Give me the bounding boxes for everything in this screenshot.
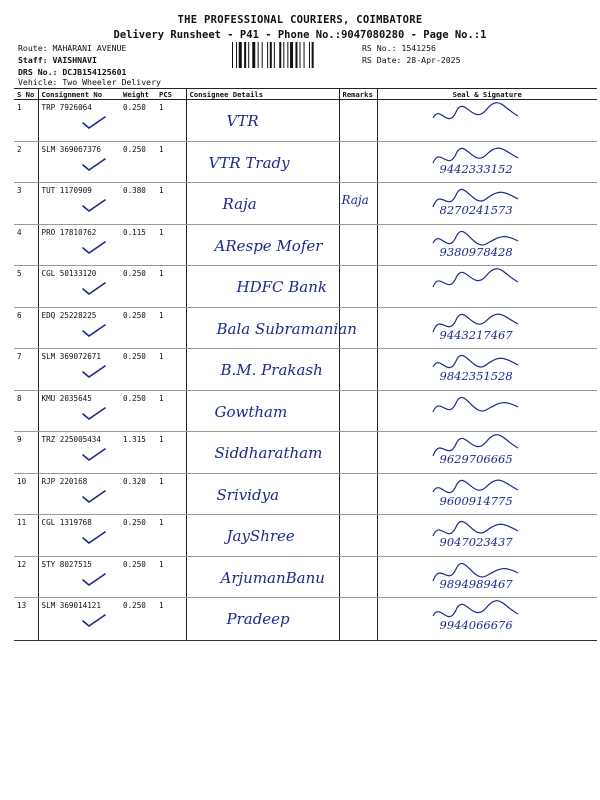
- col-signature: Seal & Signature: [377, 89, 597, 100]
- checkmark-icon: [81, 531, 107, 545]
- checkmark-icon: [81, 490, 107, 504]
- row-pcs: 1: [156, 141, 186, 183]
- table-row: [14, 515, 597, 557]
- consignee-name: Raja: [222, 195, 257, 213]
- signature-phone: 9380978428: [439, 244, 513, 259]
- signature-image: [378, 266, 548, 306]
- rs-no-label: RS No.: 1541256: [362, 43, 436, 53]
- row-consignee: [186, 349, 339, 391]
- rs-date-label: RS Date: 28-Apr-2025: [362, 55, 461, 65]
- signature-phone: 9842351528: [439, 369, 513, 383]
- row-consignment: EDQ 25228225: [38, 307, 120, 349]
- row-consignment: SLM 369072671: [38, 349, 120, 391]
- table-row: [14, 473, 597, 515]
- consignee-name: B.M. Prakash: [220, 361, 323, 379]
- row-sno: 6: [14, 307, 38, 349]
- row-remarks: [339, 598, 377, 641]
- row-weight: 0.250: [120, 515, 156, 557]
- table-row: [14, 390, 597, 432]
- consignee-name: VTR Trady: [208, 153, 290, 172]
- row-consignee: [186, 266, 339, 308]
- staff-label: Staff: VAISHNAVI: [18, 55, 97, 65]
- row-pcs: 1: [156, 349, 186, 391]
- row-signature: [377, 224, 597, 266]
- row-weight: 0.320: [120, 473, 156, 515]
- row-signature: [377, 141, 597, 183]
- row-signature: [377, 349, 597, 391]
- signature-phone: 9629706665: [439, 452, 513, 466]
- consignee-name: HDFC Bank: [236, 278, 327, 296]
- row-sno: 10: [14, 473, 38, 515]
- row-remarks: [339, 473, 377, 515]
- row-remarks: [339, 266, 377, 308]
- row-remarks: [339, 515, 377, 557]
- checkmark-icon: [81, 365, 107, 379]
- consignee-name: Srividya: [216, 485, 280, 504]
- consignee-name: Gowtham: [214, 402, 288, 421]
- row-signature: [377, 432, 597, 474]
- row-remarks: [339, 390, 377, 432]
- row-pcs: 1: [156, 266, 186, 308]
- signature-phone: 9442333152: [439, 161, 513, 176]
- row-sno: 5: [14, 266, 38, 308]
- signature-phone: 9443217467: [439, 327, 513, 342]
- row-consignee: [186, 598, 339, 641]
- row-weight: 0.250: [120, 266, 156, 308]
- table-row: [14, 100, 597, 142]
- row-pcs: 1: [156, 515, 186, 557]
- table-row: [14, 307, 597, 349]
- col-sno: S No: [14, 89, 38, 100]
- col-remarks: Remarks: [339, 89, 377, 100]
- row-signature: [377, 598, 597, 641]
- table-row: [14, 432, 597, 474]
- col-pcs: PCS: [156, 89, 186, 100]
- checkmark-icon: [81, 116, 107, 130]
- signature-phone: 9894989467: [439, 576, 513, 591]
- table-row: [14, 556, 597, 598]
- row-signature: [377, 307, 597, 349]
- row-sno: 12: [14, 556, 38, 598]
- checkmark-icon: [81, 199, 107, 213]
- consignee-name: ArjumanBanu: [220, 568, 325, 587]
- row-sno: 13: [14, 598, 38, 641]
- company-title: THE PROFESSIONAL COURIERS, COIMBATORE: [177, 14, 423, 26]
- row-weight: 1.315: [120, 432, 156, 474]
- row-remarks: [339, 141, 377, 183]
- row-signature: [377, 515, 597, 557]
- col-weight: Weight: [120, 89, 156, 100]
- row-weight: 0.250: [120, 598, 156, 641]
- table-row: [14, 224, 597, 266]
- signature-phone: 9600914775: [439, 493, 513, 508]
- table-row: [14, 349, 597, 391]
- row-consignee: [186, 100, 339, 142]
- row-weight: 0.250: [120, 349, 156, 391]
- row-pcs: 1: [156, 390, 186, 432]
- row-sno: 4: [14, 224, 38, 266]
- row-sno: 1: [14, 100, 38, 142]
- runsheet-title: Delivery Runsheet - P41 - Phone No.:9047080280 - Page No.:1: [113, 29, 487, 41]
- row-signature: [377, 266, 597, 308]
- row-weight: 0.115: [120, 224, 156, 266]
- checkmark-icon: [81, 407, 107, 421]
- row-sno: 2: [14, 141, 38, 183]
- row-consignment: TUT 1170909: [38, 183, 120, 225]
- runsheet-table: [14, 88, 597, 641]
- row-consignee: [186, 473, 339, 515]
- row-consignee: [186, 390, 339, 432]
- row-consignment: KMU 2035645: [38, 390, 120, 432]
- table-row: [14, 266, 597, 308]
- row-consignment: STY 8027515: [38, 556, 120, 598]
- checkmark-icon: [81, 324, 107, 338]
- signature-phone: 8270241573: [439, 203, 513, 217]
- consignee-name: ARespe Mofer: [214, 236, 323, 255]
- consignee-name: Siddharatham: [214, 444, 323, 462]
- row-consignment: CGL 1319768: [38, 515, 120, 557]
- row-consignment: RJP 220168: [38, 473, 120, 515]
- row-sno: 9: [14, 432, 38, 474]
- checkmark-icon: [81, 448, 107, 462]
- row-consignment: PRO 17810762: [38, 224, 120, 266]
- row-consignee: [186, 307, 357, 349]
- row-consignment: CGL 50133120: [38, 266, 120, 308]
- signature-phone: 9047023437: [439, 535, 513, 549]
- checkmark-icon: [81, 282, 107, 296]
- row-pcs: 1: [156, 556, 186, 598]
- row-consignee: [186, 432, 339, 474]
- row-pcs: 1: [156, 100, 186, 142]
- row-weight: 0.250: [120, 390, 156, 432]
- row-signature: [377, 556, 597, 598]
- vehicle-label: Vehicle: Two Wheeler Delivery: [18, 77, 161, 87]
- row-sno: 11: [14, 515, 38, 557]
- row-consignment: SLM 369014121: [38, 598, 120, 641]
- table-header-row: [14, 89, 597, 100]
- signature-phone: 9944066676: [439, 618, 513, 632]
- row-consignee: [186, 556, 339, 598]
- row-remarks: [339, 183, 377, 225]
- row-pcs: 1: [156, 598, 186, 641]
- checkmark-icon: [81, 573, 107, 587]
- signature-image: [378, 100, 548, 140]
- table-row: [14, 598, 597, 641]
- row-pcs: 1: [156, 473, 186, 515]
- row-consignee: [186, 183, 339, 225]
- row-weight: 0.380: [120, 183, 156, 225]
- row-remarks: [339, 556, 377, 598]
- route-label: Route: MAHARANI AVENUE: [18, 43, 127, 53]
- row-pcs: 1: [156, 432, 186, 474]
- row-consignment: SLM 369067376: [38, 141, 120, 183]
- row-pcs: 1: [156, 183, 186, 225]
- row-consignee: [186, 224, 339, 266]
- row-weight: 0.250: [120, 307, 156, 349]
- row-signature: [377, 100, 597, 142]
- row-consignment: TRP 7926064: [38, 100, 120, 142]
- signature-image: [378, 391, 548, 431]
- checkmark-icon: [81, 158, 107, 172]
- row-remarks: [339, 100, 377, 142]
- table-row: [14, 141, 597, 183]
- consignee-name: Pradeep: [226, 610, 290, 628]
- row-signature: [377, 390, 597, 432]
- row-consignee: [186, 141, 339, 183]
- row-remarks: [339, 349, 377, 391]
- row-remarks: [339, 432, 377, 474]
- checkmark-icon: [81, 241, 107, 255]
- row-weight: 0.250: [120, 141, 156, 183]
- row-sno: 3: [14, 183, 38, 225]
- row-pcs: 1: [156, 307, 186, 349]
- row-sno: 8: [14, 390, 38, 432]
- row-weight: 0.250: [120, 100, 156, 142]
- barcode-image: [232, 42, 347, 68]
- row-remarks: [339, 224, 377, 266]
- checkmark-icon: [81, 614, 107, 628]
- row-signature: [377, 183, 597, 225]
- col-consignee: Consignee Details: [186, 89, 339, 100]
- row-signature: [377, 473, 597, 515]
- consignee-name: VTR: [226, 112, 259, 130]
- table-row: [14, 183, 597, 225]
- row-sno: 7: [14, 349, 38, 391]
- consignee-name: JayShree: [226, 527, 295, 545]
- col-consignment: Consignment No: [38, 89, 120, 100]
- row-weight: 0.250: [120, 556, 156, 598]
- row-consignment: TRZ 225005434: [38, 432, 120, 474]
- row-remarks: [339, 307, 377, 349]
- drs-label: DRS No.: DCJB154125601: [18, 67, 127, 77]
- row-pcs: 1: [156, 224, 186, 266]
- row-consignee: [186, 515, 339, 557]
- remark-text: Raja: [341, 193, 369, 207]
- consignee-name: Bala Subramanian: [216, 319, 357, 338]
